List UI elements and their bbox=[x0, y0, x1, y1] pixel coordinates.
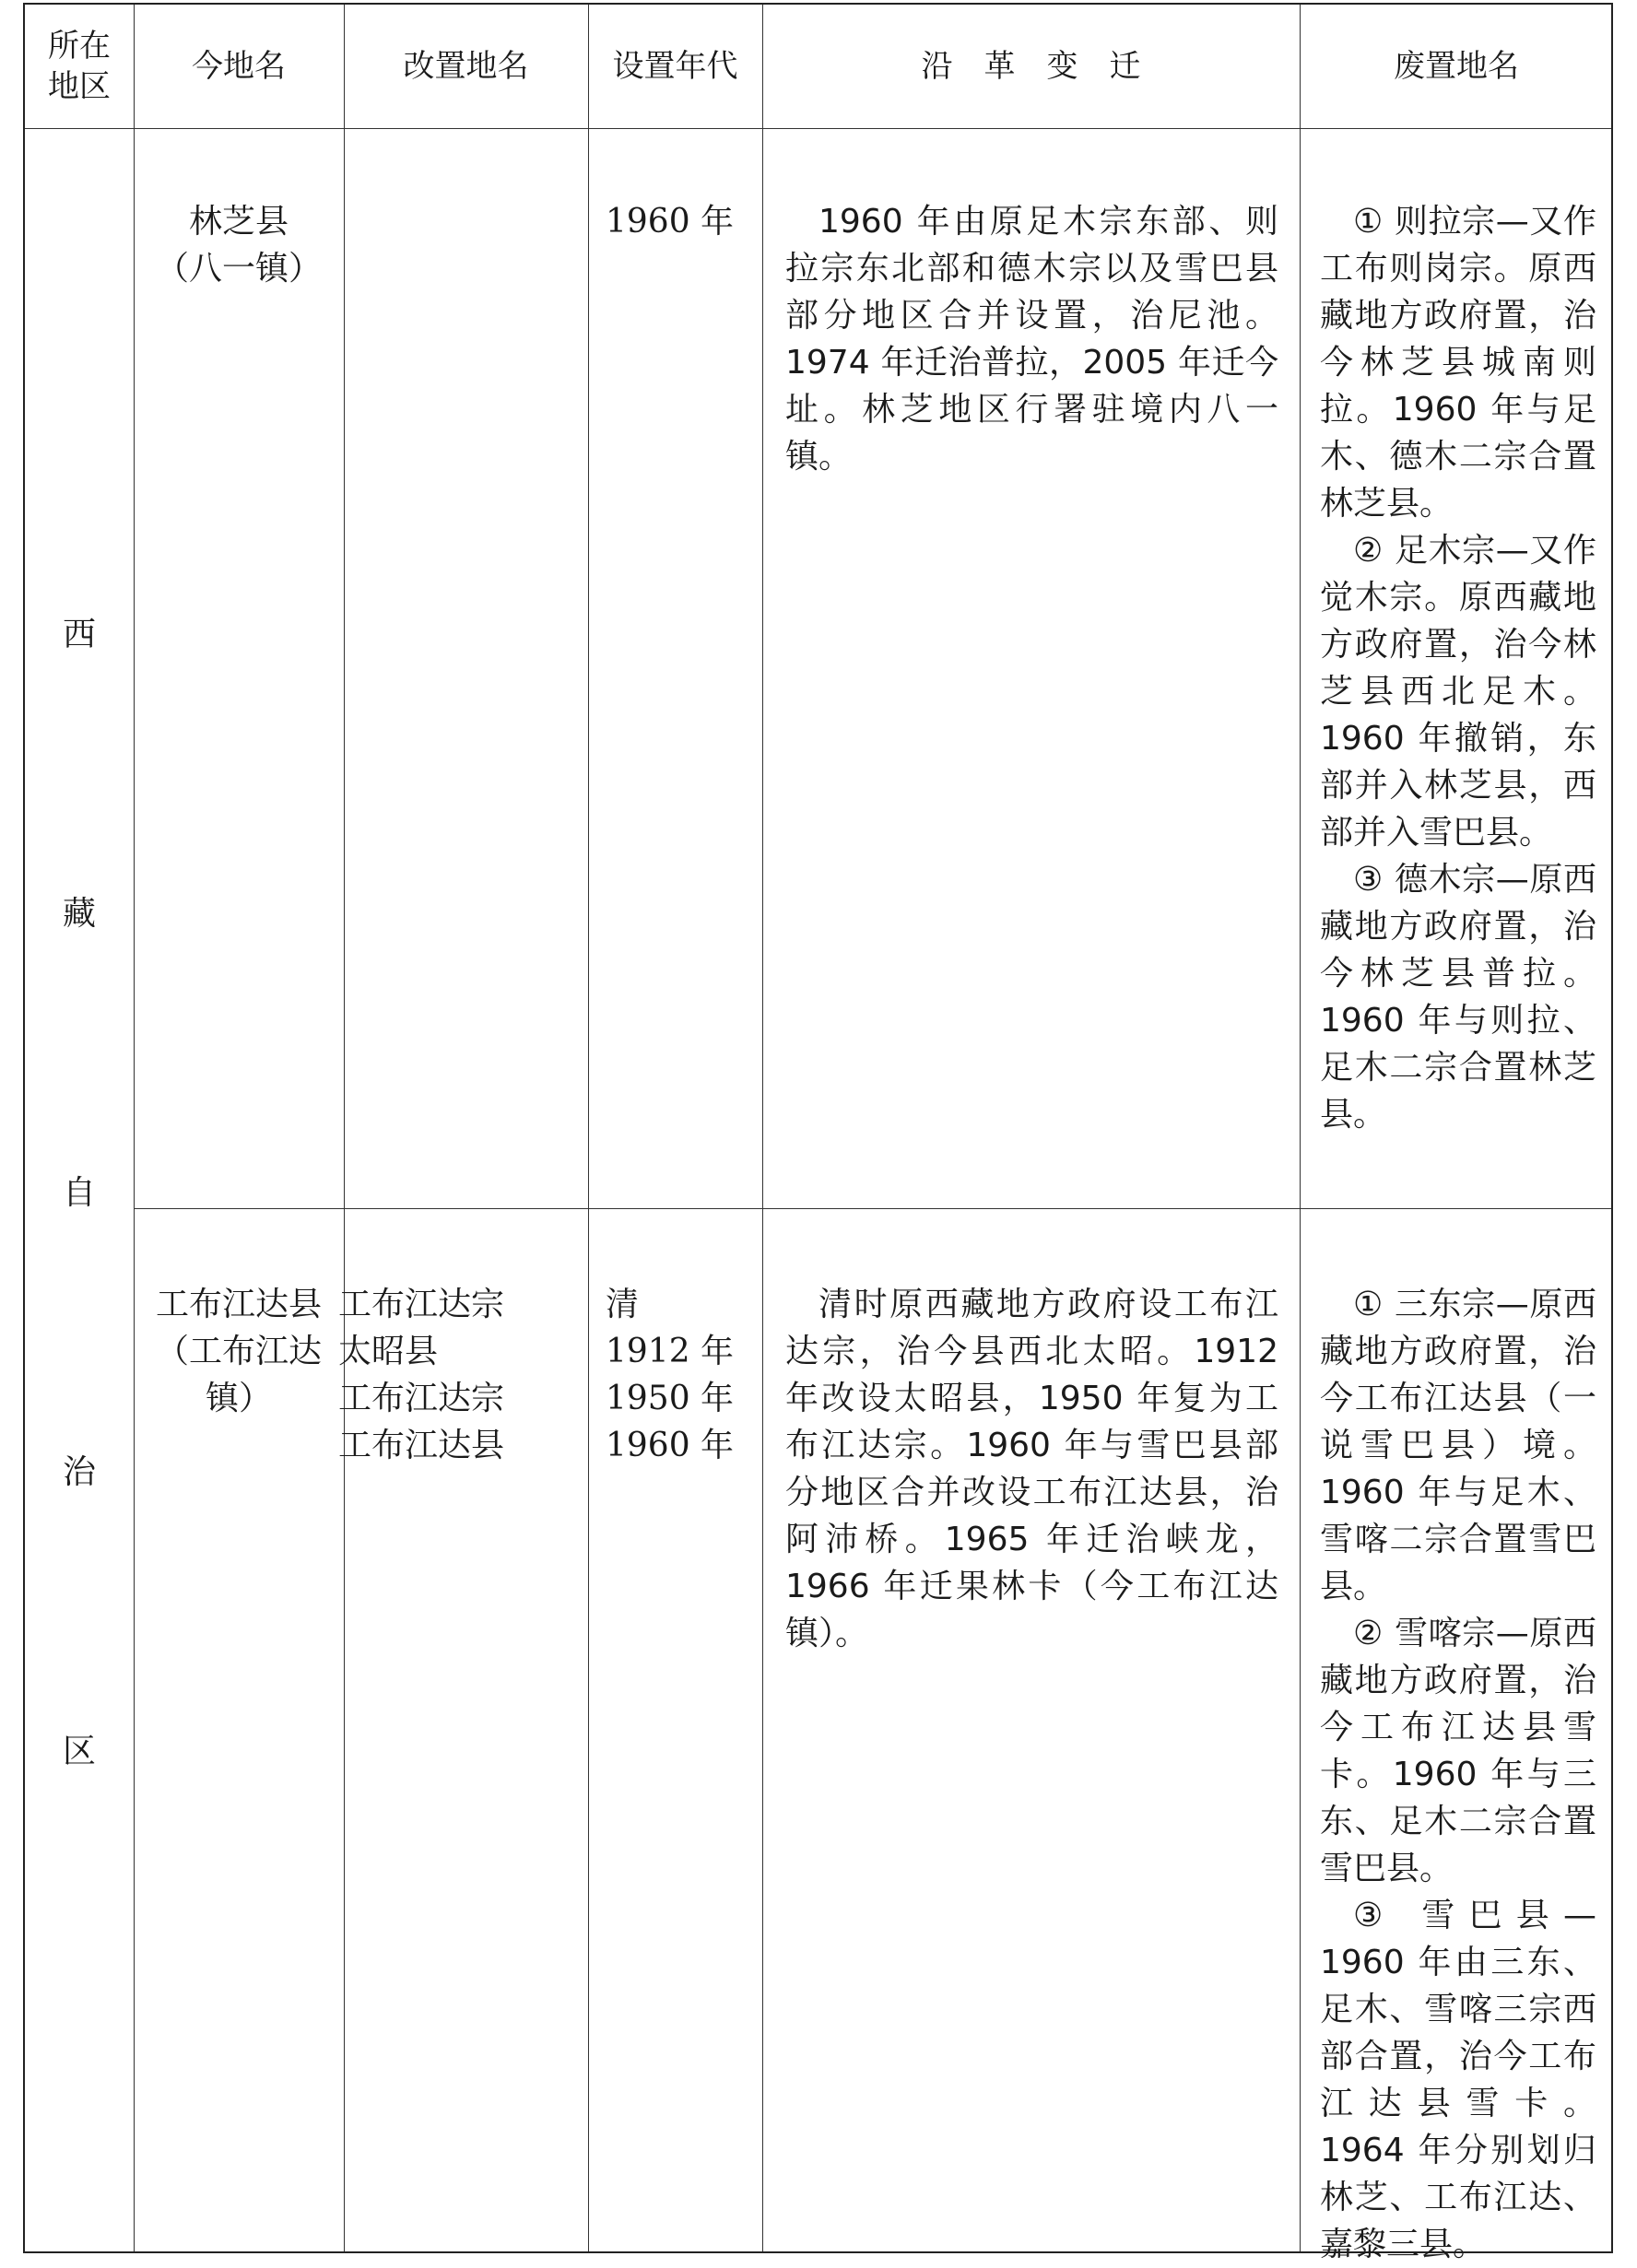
column-divider bbox=[1300, 5, 1301, 2251]
column-divider bbox=[588, 5, 589, 2251]
current-name: 林芝县 bbox=[188, 203, 289, 241]
table-row-1-years bbox=[606, 198, 762, 245]
header-divider bbox=[25, 128, 1611, 129]
history-text: 清时原西藏地方政府设工布江达宗，治今县西北太昭。1912 年改设太昭县，1950 年复为工布江达宗。1960 年与雪巴县部分地区合并改设工布江达县，治阿沛桥。1965 年迁治峡龙，1966 年迁果林卡（今工布江达镇）。 bbox=[785, 1286, 1278, 1652]
table-row-2-current bbox=[134, 1281, 344, 1422]
abolished-list bbox=[1320, 198, 1596, 1138]
region-char: 自 bbox=[62, 1174, 96, 1212]
column-divider bbox=[344, 5, 345, 2251]
table-row-2-changed bbox=[338, 1281, 573, 1469]
current-name: 工布江达县 bbox=[155, 1286, 322, 1323]
abolished-item: ③ 德木宗—原西藏地方政府置，治今林芝县普拉。1960 年与则拉、足木二宗合置林芝县。 bbox=[1320, 861, 1596, 1134]
changed-name: 太昭县 bbox=[338, 1333, 439, 1370]
abolished-list bbox=[1320, 1281, 1596, 2268]
region-char: 治 bbox=[62, 1453, 96, 1491]
changed-name: 工布江达县 bbox=[338, 1427, 505, 1464]
set-year: 1950 年 bbox=[606, 1380, 735, 1417]
changed-name: 工布江达宗 bbox=[338, 1286, 505, 1323]
header-set-time: 设置年代 bbox=[612, 48, 738, 85]
column-divider bbox=[134, 5, 135, 2251]
table-row-2-years bbox=[606, 1281, 762, 1469]
header-changed-name: 改置地名 bbox=[403, 48, 529, 85]
abolished-item: ① 则拉宗—又作工布则岗宗。原西藏地方政府置，治今林芝县城南则拉。1960 年与足木、德木二宗合置林芝县。 bbox=[1320, 203, 1596, 523]
history-text: 1960 年由原足木宗东部、则拉宗东北部和德木宗以及雪巴县部分地区合并设置，治尼池。1974 年迁治普拉，2005 年迁今址。林芝地区行署驻境内八一镇。 bbox=[785, 203, 1278, 476]
set-year: 1960 年 bbox=[606, 1427, 735, 1464]
abolished-item: ① 三东宗—原西藏地方政府置，治今工布江达县（一说雪巴县）境。1960 年与足木、雪喀二宗合置雪巴县。 bbox=[1320, 1286, 1596, 1605]
header-region: 所在 地区 bbox=[48, 28, 111, 105]
changed-name: 工布江达宗 bbox=[338, 1380, 505, 1417]
current-seat: （八一镇） bbox=[155, 250, 322, 288]
region-char: 藏 bbox=[62, 895, 96, 933]
table-row-1-current bbox=[134, 198, 344, 292]
abolished-item: ③ 雪巴县—1960 年由三东、足木、雪喀三宗西部合置，治今工布江达县雪卡。1964 年分别划归林芝、工布江达、嘉黎三县。 bbox=[1320, 1897, 1596, 2263]
current-seat: （工布江达镇） bbox=[155, 1333, 322, 1417]
header-abolished: 废置地名 bbox=[1394, 48, 1519, 85]
region-char: 区 bbox=[62, 1733, 96, 1770]
abolished-item: ② 雪喀宗—原西藏地方政府置，治今工布江达县雪卡。1960 年与三东、足木二宗合置雪巴县。 bbox=[1320, 1615, 1596, 1887]
abolished-item: ② 足木宗—又作觉木宗。原西藏地方政府置，治今林芝县西北足木。1960 年撤销，东部并入林芝县，西部并入雪巴县。 bbox=[1320, 532, 1596, 852]
set-year: 清 bbox=[606, 1286, 640, 1323]
row-divider bbox=[134, 1208, 1611, 1209]
column-divider bbox=[762, 5, 763, 2251]
set-year: 1960 年 bbox=[606, 203, 735, 241]
header-history: 沿 革 变 迁 bbox=[921, 48, 1141, 85]
region-char: 西 bbox=[62, 616, 96, 653]
header-current-name: 今地名 bbox=[192, 48, 286, 85]
set-year: 1912 年 bbox=[606, 1333, 735, 1370]
history-table bbox=[23, 3, 1613, 2263]
